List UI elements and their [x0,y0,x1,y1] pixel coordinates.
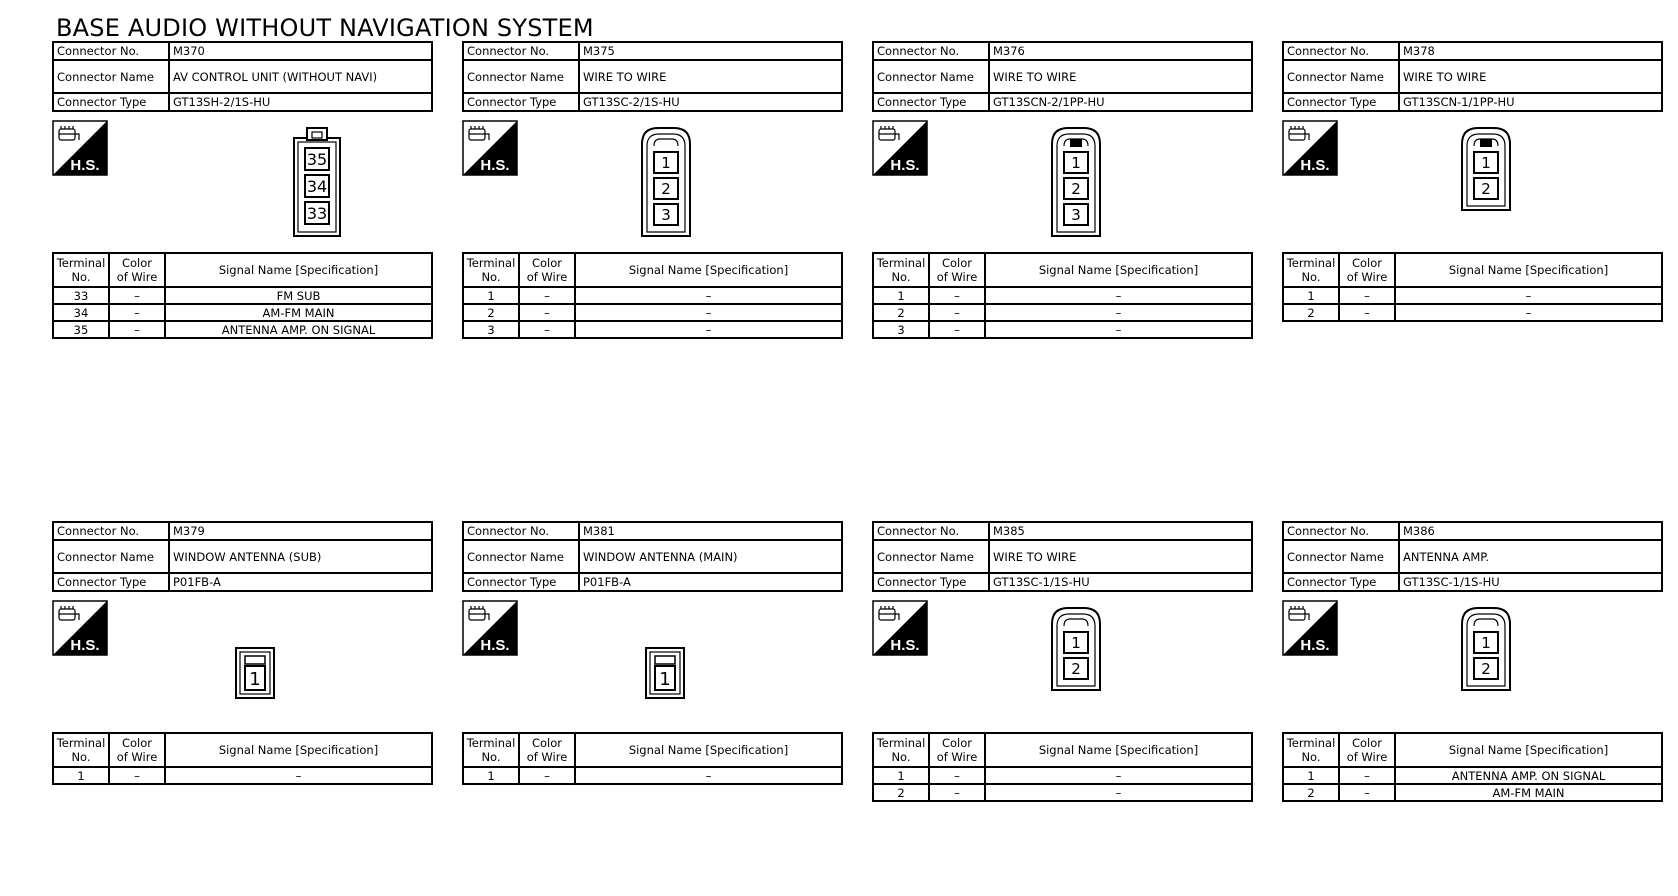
connector-name-label: Connector Name [873,540,989,573]
signal-name: ANTENNA AMP. ON SIGNAL [1395,767,1662,784]
wire-color: – [929,287,985,304]
connector-face [1050,606,1102,696]
connector-face-diagram [1050,126,1102,238]
terminal-table [462,732,843,785]
pin-number: 35 [306,150,328,169]
hs-badge-label: H.S. [70,637,100,654]
pin-number: 1 [661,154,671,172]
table-row [1283,767,1662,784]
signal-name-header: Signal Name [Specification] [1395,253,1662,287]
terminal-table-header [873,733,1252,767]
connector-name-value: ANTENNA AMP. [1399,540,1662,573]
connector-name-label: Connector Name [1283,540,1399,573]
signal-name: – [575,767,842,784]
connector-number-value: M375 [579,42,842,60]
connector-number-value: M379 [169,522,432,540]
connector-name-value: AV CONTROL UNIT (WITHOUT NAVI) [169,60,432,93]
table-row [1283,287,1662,304]
signal-name: – [575,287,842,304]
signal-name-header: Signal Name [Specification] [985,733,1252,767]
connector-diagram-area [1282,592,1663,732]
terminal-table-header [463,253,842,287]
signal-name: ANTENNA AMP. ON SIGNAL [165,321,432,338]
connector-number-label: Connector No. [53,522,169,540]
connector-name-value: WIRE TO WIRE [579,60,842,93]
connector-block-m385 [872,521,1253,802]
connector-number-label: Connector No. [1283,42,1399,60]
connector-face [644,646,686,704]
connector-face-diagram [292,126,342,238]
color-of-wire-header: Color of Wire [1339,253,1395,287]
terminal-no-header: Terminal No. [873,253,929,287]
connector-number-value: M385 [989,522,1252,540]
harness-side-icon [1282,600,1338,656]
wire-color: – [929,784,985,801]
terminal-number: 2 [873,784,929,801]
connector-name-label: Connector Name [463,60,579,93]
pin-cavity [1064,152,1088,173]
pin-number: 1 [1481,634,1491,652]
terminal-no-header: Terminal No. [873,733,929,767]
color-of-wire-header: Color of Wire [929,733,985,767]
connector-number-value: M386 [1399,522,1662,540]
pin-number: 2 [661,180,671,198]
connector-name-label: Connector Name [53,540,169,573]
connector-type-label: Connector Type [53,573,169,591]
connector-name-value: WIRE TO WIRE [989,60,1252,93]
connector-number-label: Connector No. [873,522,989,540]
signal-name: – [985,287,1252,304]
connector-info-table [872,41,1253,112]
pin-number: 1 [1071,154,1081,172]
table-row [463,287,842,304]
connector-face [1460,126,1512,216]
signal-name-header: Signal Name [Specification] [165,733,432,767]
connector-face [292,126,342,242]
terminal-number: 1 [1283,287,1339,304]
terminal-number: 1 [873,767,929,784]
hs-badge-label: H.S. [890,157,920,174]
page-title: BASE AUDIO WITHOUT NAVIGATION SYSTEM [56,14,594,42]
connector-number-value: M381 [579,522,842,540]
connector-block-m378 [1282,41,1663,322]
pin-cavity [654,178,678,199]
harness-side-icon [52,600,108,656]
terminal-number: 1 [873,287,929,304]
terminal-no-header: Terminal No. [1283,733,1339,767]
table-row [463,304,842,321]
pin-cavity [305,175,329,197]
wire-color: – [929,767,985,784]
pin-number: 2 [1071,660,1081,678]
connector-diagram-area [872,112,1253,252]
terminal-table-header [53,253,432,287]
terminal-table [872,252,1253,339]
terminal-table [1282,732,1663,802]
pin-number: 1 [1481,154,1491,172]
table-row [53,321,432,338]
table-row [873,304,1252,321]
connector-info-table [1282,41,1663,112]
wire-color: – [519,287,575,304]
color-of-wire-header: Color of Wire [519,253,575,287]
wire-color: – [109,287,165,304]
connector-info-table [1282,521,1663,592]
terminal-table-header [873,253,1252,287]
terminal-number: 1 [463,767,519,784]
connector-block-m379 [52,521,433,785]
harness-side-icon [1282,120,1338,176]
connector-block-m375 [462,41,843,339]
signal-name-header: Signal Name [Specification] [165,253,432,287]
hs-badge-label: H.S. [890,637,920,654]
connector-face [1050,126,1102,242]
pin-number: 33 [306,204,328,223]
pin-number: 1 [1071,634,1081,652]
connector-face [640,126,692,242]
harness-side-icon [52,120,108,176]
pin-cavity [1064,632,1088,653]
connector-number-value: M370 [169,42,432,60]
terminal-table-header [1283,733,1662,767]
terminal-table [872,732,1253,802]
table-row [53,304,432,321]
terminal-table [52,732,433,785]
signal-name-header: Signal Name [Specification] [1395,733,1662,767]
signal-name: – [1395,304,1662,321]
connector-name-label: Connector Name [463,540,579,573]
pin-number: 2 [1481,180,1491,198]
connector-type-value: GT13SCN-1/1PP-HU [1399,93,1662,111]
signal-name-header: Signal Name [Specification] [575,253,842,287]
signal-name: – [1395,287,1662,304]
color-of-wire-header: Color of Wire [929,253,985,287]
color-of-wire-header: Color of Wire [109,733,165,767]
connector-name-label: Connector Name [873,60,989,93]
connector-info-table [462,41,843,112]
pin-cavity [1064,658,1088,679]
connector-face-diagram [1460,606,1512,692]
wire-color: – [1339,304,1395,321]
hs-badge-label: H.S. [480,157,510,174]
connector-type-value: GT13SC-1/1S-HU [1399,573,1662,591]
pin-cavity [245,666,265,690]
connector-number-label: Connector No. [463,42,579,60]
connector-type-label: Connector Type [463,573,579,591]
terminal-no-header: Terminal No. [53,733,109,767]
connector-type-value: GT13SC-1/1S-HU [989,573,1252,591]
connector-block-m370 [52,41,433,339]
pin-cavity [305,202,329,224]
connector-face-diagram [644,646,686,700]
terminal-number: 3 [873,321,929,338]
pin-cavity [1474,152,1498,173]
connector-block-m376 [872,41,1253,339]
hs-badge-label: H.S. [1300,157,1330,174]
signal-name-header: Signal Name [Specification] [575,733,842,767]
connector-type-label: Connector Type [463,93,579,111]
wire-color: – [109,304,165,321]
pin-cavity [654,152,678,173]
harness-side-icon [872,120,928,176]
connector-number-label: Connector No. [463,522,579,540]
connector-info-table [462,521,843,592]
color-of-wire-header: Color of Wire [519,733,575,767]
connector-face [234,646,276,704]
terminal-table-header [1283,253,1662,287]
terminal-number: 2 [463,304,519,321]
table-row [873,287,1252,304]
pin-number: 2 [1481,660,1491,678]
terminal-no-header: Terminal No. [463,733,519,767]
wire-color: – [109,767,165,784]
connector-face [1460,606,1512,696]
connector-diagram-area [1282,112,1663,252]
terminal-number: 1 [463,287,519,304]
pin-number: 34 [306,177,328,196]
wire-color: – [929,321,985,338]
connector-diagram-area [52,592,433,732]
signal-name: – [575,304,842,321]
pin-cavity [1064,178,1088,199]
terminal-no-header: Terminal No. [1283,253,1339,287]
table-row [873,767,1252,784]
terminal-number: 34 [53,304,109,321]
table-row [463,321,842,338]
wire-color: – [1339,287,1395,304]
table-row [53,287,432,304]
connector-type-label: Connector Type [873,573,989,591]
pin-cavity [305,148,329,170]
connector-diagram-area [872,592,1253,732]
pin-cavity [1474,632,1498,653]
pin-cavity [1064,204,1088,225]
pin-number: 3 [1071,206,1081,224]
pin-cavity [1474,658,1498,679]
table-row [53,767,432,784]
pin-cavity [655,666,675,690]
signal-name: – [985,767,1252,784]
connector-face-diagram [640,126,692,238]
connector-face-diagram [234,646,276,700]
signal-name: – [165,767,432,784]
wire-color: – [1339,767,1395,784]
pin-cavity [654,204,678,225]
connector-type-value: GT13SC-2/1S-HU [579,93,842,111]
connector-type-value: GT13SH-2/1S-HU [169,93,432,111]
connector-block-m381 [462,521,843,785]
terminal-number: 1 [1283,767,1339,784]
wire-color: – [519,321,575,338]
signal-name: AM-FM MAIN [1395,784,1662,801]
terminal-table-header [53,733,432,767]
hs-badge-label: H.S. [70,157,100,174]
connector-number-value: M378 [1399,42,1662,60]
signal-name: – [575,321,842,338]
pin-number: 1 [249,669,261,690]
harness-side-icon [462,600,518,656]
signal-name: – [985,304,1252,321]
hs-badge-label: H.S. [1300,637,1330,654]
connector-name-value: WIRE TO WIRE [989,540,1252,573]
pin-number: 2 [1071,180,1081,198]
terminal-number: 3 [463,321,519,338]
terminal-table [52,252,433,339]
table-row [1283,784,1662,801]
connector-block-m386 [1282,521,1663,802]
connector-type-label: Connector Type [1283,93,1399,111]
color-of-wire-header: Color of Wire [1339,733,1395,767]
connector-type-label: Connector Type [53,93,169,111]
signal-name: AM-FM MAIN [165,304,432,321]
terminal-number: 2 [1283,784,1339,801]
connector-face-diagram [1050,606,1102,692]
connector-diagram-area [462,112,843,252]
terminal-no-header: Terminal No. [53,253,109,287]
terminal-no-header: Terminal No. [463,253,519,287]
color-of-wire-header: Color of Wire [109,253,165,287]
table-row [463,767,842,784]
connector-type-label: Connector Type [873,93,989,111]
connector-type-value: P01FB-A [169,573,432,591]
table-row [1283,304,1662,321]
connector-name-value: WIRE TO WIRE [1399,60,1662,93]
connector-type-label: Connector Type [1283,573,1399,591]
wire-color: – [519,304,575,321]
connector-diagram-area [462,592,843,732]
hs-badge-label: H.S. [480,637,510,654]
wire-color: – [929,304,985,321]
connector-info-table [872,521,1253,592]
connector-number-label: Connector No. [53,42,169,60]
terminal-number: 35 [53,321,109,338]
wire-color: – [109,321,165,338]
signal-name: – [985,321,1252,338]
pin-cavity [1474,178,1498,199]
signal-name-header: Signal Name [Specification] [985,253,1252,287]
table-row [873,321,1252,338]
terminal-table-header [463,733,842,767]
connector-type-value: P01FB-A [579,573,842,591]
connector-number-label: Connector No. [873,42,989,60]
terminal-number: 2 [1283,304,1339,321]
terminal-number: 33 [53,287,109,304]
connector-number-value: M376 [989,42,1252,60]
connector-name-label: Connector Name [1283,60,1399,93]
connector-name-value: WINDOW ANTENNA (SUB) [169,540,432,573]
wire-color: – [1339,784,1395,801]
table-row [873,784,1252,801]
signal-name: FM SUB [165,287,432,304]
harness-side-icon [872,600,928,656]
connector-number-label: Connector No. [1283,522,1399,540]
connector-type-value: GT13SCN-2/1PP-HU [989,93,1252,111]
terminal-number: 1 [53,767,109,784]
connector-face-diagram [1460,126,1512,212]
connector-name-value: WINDOW ANTENNA (MAIN) [579,540,842,573]
signal-name: – [985,784,1252,801]
connector-name-label: Connector Name [53,60,169,93]
terminal-table [462,252,843,339]
pin-number: 1 [659,669,671,690]
terminal-table [1282,252,1663,322]
connector-diagram-area [52,112,433,252]
terminal-number: 2 [873,304,929,321]
harness-side-icon [462,120,518,176]
wire-color: – [519,767,575,784]
connector-info-table [52,521,433,592]
pin-number: 3 [661,206,671,224]
connector-info-table [52,41,433,112]
